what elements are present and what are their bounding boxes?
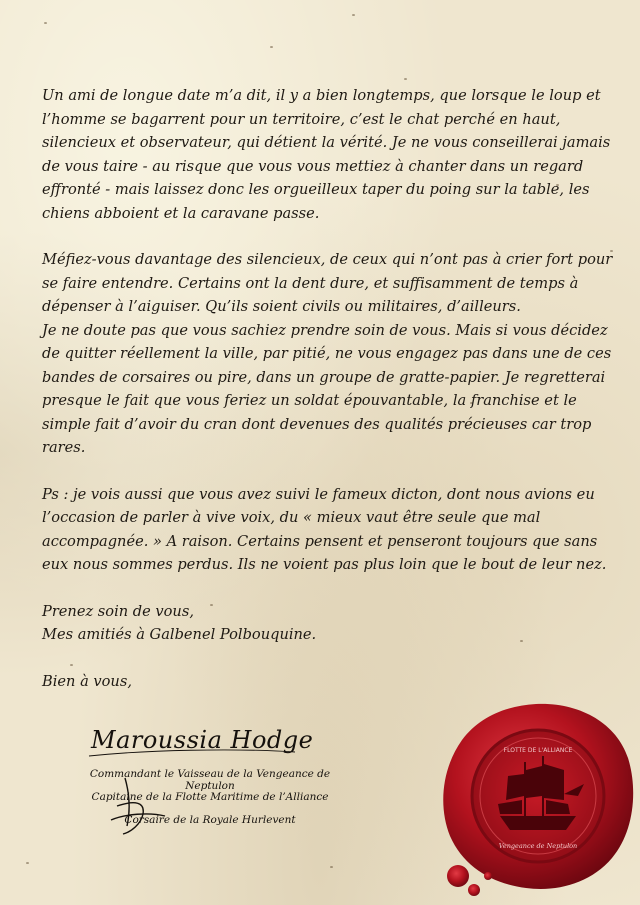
parchment-speck xyxy=(26,862,29,864)
parchment-speck xyxy=(44,22,47,24)
seal-top-text: FLOTTE DE L'ALLIANCE xyxy=(503,747,573,754)
wax-seal-icon xyxy=(438,700,638,900)
parchment-speck xyxy=(330,866,333,868)
letter-postscript: Ps : je vois aussi que vous avez suivi le fameux dicton, dont nous avions eu l’occasion de parler à vive voix, du « mieux vaut être seule que mal accompagnée. » A raison. Certains pensent et penseront toujours que sans eux nous sommes perdus. Ils ne voient pas plus loin que le bout de leur nez. xyxy=(42,485,607,573)
letter-paragraph: Je ne doute pas que vous sachiez prendre soin de vous. Mais si vous décidez de quitter réellement la ville, par pitié, ne vous engagez pas dans une de ces bandes de corsaires ou pire, dans un groupe de gratte-papier. Je regretterai presque le fait que vous feriez un soldat épouvantable, la franchise et le simple fait d’avoir du cran dont devenues des qualités précieuses car trop rares. xyxy=(42,321,612,456)
signature-block xyxy=(85,722,345,842)
signature-title: Capitaine de la Flotte Maritime de l’Alliance xyxy=(91,791,329,803)
parchment-speck xyxy=(270,46,273,48)
parchment-speck xyxy=(404,78,407,80)
seal-bottom-text: Vengeance de Neptulon xyxy=(498,842,578,850)
signature-title: Commandant le Vaisseau de la Vengeance de Neptulon xyxy=(89,768,331,792)
signature-name: Maroussia Hodge xyxy=(91,726,314,754)
letter-closing: Mes amitiés à Galbenel Polbouquine. xyxy=(42,626,317,643)
letter-body xyxy=(42,84,622,693)
parchment-speck xyxy=(352,14,355,16)
letter-paragraph: Méfiez-vous davantage des silencieux, de ceux qui n’ont pas à crier fort pour se faire entendre. Certains ont la dent dure, et suffisamment de temps à dépenser à l’aiguiser. Qu’ils soient civils ou militaires, d’ailleurs. xyxy=(42,251,613,315)
letter-sign-off: Bien à vous, xyxy=(42,672,132,690)
signature-title: Corsaire de la Royale Hurlevent xyxy=(124,814,296,826)
letter-closing: Prenez soin de vous, xyxy=(42,602,194,620)
letter-paragraph: Un ami de longue date m’a dit, il y a bien longtemps, que lorsque le loup et l’homme se bagarrent pour un territoire, c’est le chat perché en haut, silencieux et observateur, qui détient la vérité. Je ne vous conseillerai jamais de vous taire - au risque que vous vous mettiez à chanter dans un regard effronté - mais laissez donc les orgueilleux taper du poing sur la table, les chiens abboient et la caravane passe. xyxy=(42,87,611,222)
